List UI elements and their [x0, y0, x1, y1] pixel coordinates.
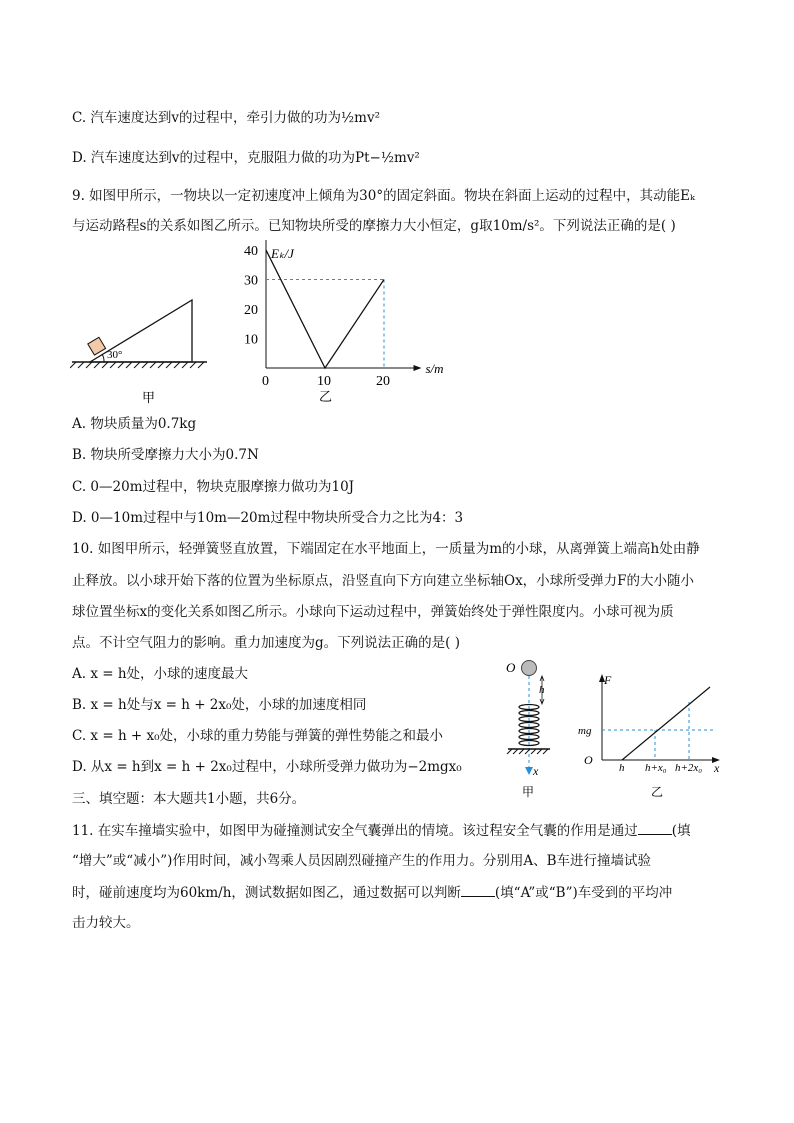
caption-jia: 甲	[522, 785, 535, 799]
ball	[522, 661, 537, 676]
angle-arc	[102, 354, 104, 362]
q10-stem-line4: 点。不计空气阻力的影响。重力加速度为g。下列说法正确的是( )	[72, 635, 460, 651]
q10-option-d: D. 从x = h到x = h + 2x₀过程中，小球所受弹力做功为−2mgx₀	[72, 759, 462, 775]
q9-option-c: C. 0—20m过程中，物块克服摩擦力做功为10J	[72, 479, 355, 495]
caption-yi: 乙	[651, 785, 664, 799]
q9-option-b: B. 物块所受摩擦力大小为0.7N	[72, 447, 259, 463]
x-axis-label: s/m	[425, 361, 444, 376]
hx0-tick: h+x₀	[645, 762, 667, 774]
x-tick-label: 10	[317, 374, 331, 389]
q9-stem-line2: 与运动路程s的关系如图乙所示。已知物块所受的摩擦力大小恒定，g取10m/s²。下列说法正确的是( )	[72, 218, 676, 234]
q11-line1	[72, 820, 691, 841]
q11-line3	[72, 882, 672, 903]
q11-line1b: (填	[671, 823, 691, 839]
x-axis-arrow	[525, 767, 533, 775]
h2x0-tick: h+2x₀	[675, 762, 703, 774]
x-tick-label: 0	[262, 374, 269, 389]
F-label: F	[604, 673, 612, 687]
q10-stem-line3: 球位置坐标x的变化关系如图乙所示。小球向下运动过程中，弹簧始终处于弹性限度内。小球可视为质	[72, 604, 674, 620]
q11-line3a: 时，碰前速度均为60km/h，测试数据如图乙，通过数据可以判断	[72, 885, 461, 901]
h-label: h	[539, 684, 545, 696]
prev-option-d: D. 汽车速度达到v的过程中，克服阻力做的功为Pt−½mv²	[72, 150, 420, 166]
q11-line2: “增大”或“减小”)作用时间，减小驾乘人员因剧烈碰撞产生的作用力。分别用A、B车进行撞墙试验	[72, 853, 652, 869]
O-label: O	[584, 753, 593, 767]
q11-line1a: 11. 在实车撞墙实验中，如图甲为碰撞测试安全气囊弹出的情境。该过程安全气囊的作用是通过	[72, 823, 638, 839]
y-tick-label: 30	[244, 273, 258, 289]
q10-figure-jia	[498, 655, 568, 800]
x-label: x	[533, 764, 539, 778]
x-tick-label: 20	[376, 374, 390, 389]
y-tick-label: 10	[244, 332, 258, 348]
ek-series-line	[266, 250, 384, 368]
q10-stem-line2: 止释放。以小球开始下落的位置为坐标原点，沿竖直向下方向建立坐标轴Ox，小球所受弹力F的大小随小	[72, 573, 695, 589]
block	[88, 337, 106, 355]
y-axis-label: Eₖ/J	[271, 246, 294, 261]
section-3-heading: 三、填空题：本大题共1小题，共6分。	[72, 791, 306, 807]
origin-label: O	[506, 660, 516, 675]
q11-line4: 击力较大。	[72, 915, 140, 931]
q9-option-d: D. 0—10m过程中与10m—20m过程中物块所受合力之比为4：3	[72, 510, 464, 526]
q10-option-b: B. x = h处与x = h + 2x₀处，小球的加速度相同	[72, 697, 367, 713]
F-line	[622, 687, 710, 760]
x-axis-label: x	[714, 761, 720, 775]
q11-blank-2[interactable]	[461, 882, 495, 897]
ground-hatch	[70, 362, 204, 368]
y-tick-label: 20	[244, 303, 258, 318]
y-tick-label: 40	[244, 244, 258, 259]
q11-blank-1[interactable]	[638, 820, 672, 835]
q11-line3b: (填“A”或“B”)车受到的平均冲	[494, 885, 673, 901]
q10-option-c: C. x = h + x₀处，小球的重力势能与弹簧的弹性势能之和最小	[72, 728, 444, 744]
h-tick: h	[619, 762, 625, 774]
incline	[90, 300, 192, 362]
q10-stem-line1: 10. 如图甲所示，轻弹簧竖直放置，下端固定在水平地面上，一质量为m的小球，从离弹簧上端高h处由静	[72, 541, 700, 557]
q9-figure-jia	[70, 290, 215, 410]
q9-option-a: A. 物块质量为0.7kg	[72, 416, 197, 432]
mg-label: mg	[578, 725, 592, 737]
caption-yi: 乙	[319, 390, 333, 405]
caption-jia: 甲	[142, 391, 156, 406]
q9-figure-yi	[238, 240, 468, 410]
q9-stem-line1: 9. 如图甲所示，一物块以一定初速度冲上倾角为30°的固定斜面。物块在斜面上运动的过程中，其动能Eₖ	[72, 188, 695, 204]
angle-label: 30°	[107, 349, 123, 361]
q10-option-a: A. x = h处，小球的速度最大	[72, 666, 249, 682]
x-axis-arrow	[414, 365, 422, 371]
prev-option-c: C. 汽车速度达到v的过程中，牵引力做的功为½mv²	[72, 110, 380, 126]
q10-figure-yi	[576, 668, 726, 800]
